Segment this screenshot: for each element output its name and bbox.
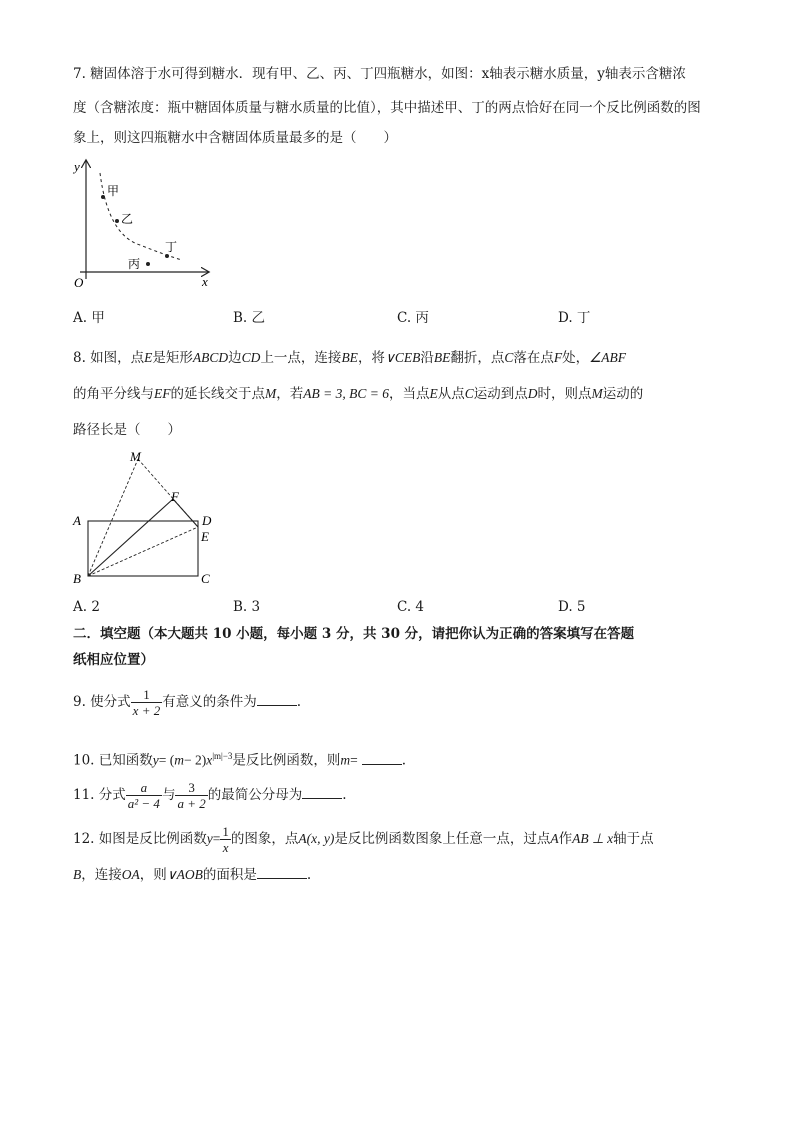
q9-fraction: $\frac{1}{x + 2}$ [132, 687, 161, 718]
q9: 9. 使分式 $\frac{1}{x + 2}$ 有意义的条件为 . [73, 687, 302, 718]
q7-line-1: 7. 糖固体溶于水可得到糖水．现有甲、乙、丙、丁四瓶糖水，如图：x轴表示糖水质量，y轴表示含糖浓 [73, 66, 686, 82]
q12-line-1: 12. 如图是反比例函数y= $\frac{1}{x}$ 的图象，点A(x, y)是反比例函数图象上任意一点，过点A作AB ⊥ x轴于点 [73, 824, 654, 855]
q7-option-a[interactable]: A. 甲 [73, 310, 105, 326]
q11-answer-blank[interactable] [302, 786, 342, 799]
q7-point-bing [146, 262, 150, 266]
q7-line-3: 象上，则这四瓶糖水中含糖固体质量最多的是（ ） [73, 130, 397, 146]
q8-line-bm [88, 459, 138, 576]
q10: 10. 已知函数$y= (m- 2)x^{|m|-3}$是反比例函数，则m= . [73, 751, 407, 769]
q7-option-c[interactable]: C. 丙 [397, 310, 429, 326]
q12-answer-blank[interactable] [257, 866, 307, 879]
q7-option-b[interactable]: B. 乙 [233, 310, 266, 326]
q8-line-be [88, 527, 198, 576]
q7-label-bing: 丙 [128, 257, 141, 271]
q11-fraction-1: $\frac{a}{\text{a² − 4}}$ [127, 780, 160, 811]
q8-line-bf [88, 499, 173, 576]
q10-answer-blank[interactable] [362, 752, 402, 765]
q8-line-1: 8. 如图，点E是矩形ABCD边CD上一点，连接BE，将∨CEB沿BE翻折，点C落在点F处，∠ABF [73, 350, 626, 366]
q7-origin-label: O [74, 275, 84, 290]
q12-line-2: B，连接OA，则∨AOB的面积是 . [73, 867, 312, 883]
q12-fraction: $\frac{1}{x}$ [222, 824, 229, 855]
q8-label-f: F [171, 489, 179, 504]
q8-option-d[interactable]: D. 5 [558, 599, 586, 615]
q8-option-a[interactable]: A. 2 [73, 599, 100, 615]
q8-line-3: 路径长是（ ） [73, 422, 181, 438]
q8-label-d: D [202, 513, 212, 528]
q7-label-ding: 丁 [165, 240, 178, 254]
q8-line-2: 的角平分线与EF的延长线交于点M，若AB = 3, BC = 6，当点E从点C运动到点D时，则点M运动的 [73, 386, 644, 402]
q8-label-m: M [130, 449, 141, 464]
q11: 11. 分式 $\frac{a}{\text{a² − 4}}$ 与 $\frac{3}{a + 2}$ 的最简公分母为 . [73, 780, 347, 811]
q7-line-2: 度（含糖浓度：瓶中糖固体质量与糖水质量的比值），其中描述甲、丁的两点恰好在同一个反比例函数的图 [73, 100, 701, 116]
q8-rectangle [88, 521, 198, 576]
q7-label-yi: 乙 [121, 212, 134, 226]
q7-graph [70, 155, 220, 295]
q7-point-yi [115, 219, 119, 223]
section-2-heading-line-2: 纸相应位置） [73, 652, 154, 668]
q8-label-e: E [201, 529, 209, 544]
q7-point-ding [165, 254, 169, 258]
section-2-heading-line-1: 二．填空题（本大题共 10 小题，每小题 3 分，共 30 分，请把你认为正确的答案填写在答题 [73, 626, 635, 642]
q9-answer-blank[interactable] [257, 693, 297, 706]
q11-fraction-2: $\frac{3}{a + 2}$ [177, 780, 206, 811]
q7-x-label: x [202, 274, 208, 289]
q8-figure [70, 447, 230, 592]
q7-label-jia: 甲 [107, 184, 120, 198]
q8-label-c: C [201, 571, 210, 586]
q7-y-label: y [74, 159, 80, 174]
q8-option-c[interactable]: C. 4 [397, 599, 425, 615]
q7-point-jia [101, 195, 105, 199]
q8-option-b[interactable]: B. 3 [233, 599, 261, 615]
q7-option-d[interactable]: D. 丁 [558, 310, 591, 326]
q8-label-a: A [73, 513, 81, 528]
q8-label-b: B [73, 571, 81, 586]
